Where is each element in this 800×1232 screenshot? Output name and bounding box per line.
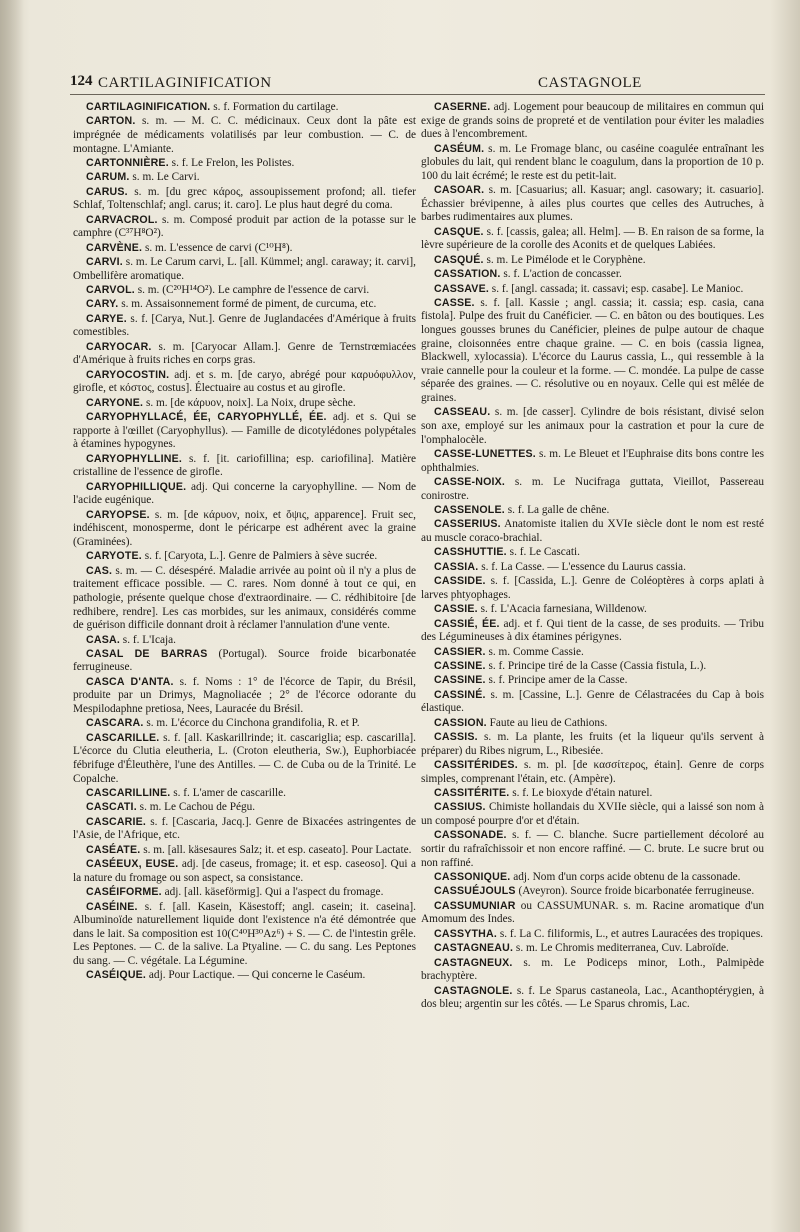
entry-headword: CARYOPSE. [86, 508, 150, 521]
entry-definition: s. f. [all. Kassie ; angl. cassia; it. cassia; esp. casia, cana fistola]. Pulpe des fruit du Canéficier. — C. en bâton ou des boutiques. Les longues gousses brunes du Canéficier, pleines de pulpe autour de chaque graine, cloisonnées entre chaque graine. — C. en bois (cassia lignea, Blackwell, xylocassia). L'écorce du Laurus cassia, L., qui ressemble à la vraie cannelle pour la couleur et la forme. — C. mondée. La pulpe de casse séparée des graines. — C. résolutive ou en noyaux. Celle qui est mêlée de graines. [421, 296, 764, 405]
entry-definition: s. f. Le Sparus castaneola, Lac., Acanthoptérygien, à dos bleu; argentin sur les côtés. — Le Sparus chromis, Lac. [421, 984, 764, 1011]
dictionary-entry [73, 634, 416, 648]
dictionary-entry [421, 829, 764, 870]
entry-headword: CASTAGNOLE. [434, 984, 513, 997]
entry-definition: s. f. Formation du cartilage. [210, 101, 339, 113]
entry-headword: CASSE-LUNETTES. [434, 448, 536, 461]
entry-definition: s. f. L'amer de cascarille. [170, 787, 286, 800]
dictionary-entry [73, 481, 416, 508]
entry-headword: CASA. [86, 633, 120, 646]
entry-definition: s. f. [all. Kaskarillrinde; it. cascariglia; esp. cascarilla]. L'écorce du Clutia eleutheria, L. (Croton eleutheria, Sw.), Euphorbiacée fébrifuge d'Éleuthère, l'une des Antilles. — C. de Cuba ou de la Trinité. Le Copalche. [73, 731, 416, 785]
dictionary-entry [421, 518, 764, 545]
entry-definition: adj. Logement pour beaucoup de militaires en commun qui exige de grands soins de propreté et de ventilation pour éviter les maladies dues à l'encombrement. [421, 101, 764, 141]
entry-definition: s. m. [de κάρυον, noix]. La Noix, drupe sèche. [143, 396, 356, 409]
entry-definition: s. f. [Cassida, L.]. Genre de Coléoptères à corps aplati à larves phtyophages. [421, 575, 764, 601]
dictionary-entry [73, 171, 416, 185]
entry-headword: CARY. [86, 298, 119, 311]
entry-definition: s. f. Le Frelon, les Polistes. [168, 156, 295, 169]
entry-definition: s. m. [de casser]. Cylindre de bois résistant, divisé selon son axe, employé sur les animaux pour la castration et pour la cure de l'omphalocèle. [421, 406, 764, 446]
dictionary-entry [73, 214, 416, 241]
entry-headword: CASÉINE. [86, 900, 138, 913]
dictionary-entry [73, 242, 416, 256]
dictionary-entry [421, 448, 764, 475]
entry-headword: CASCARILLINE. [86, 787, 171, 800]
entry-definition: s. m. [Cassine, L.]. Genre de Célastracées du Cap à bois élastique. [421, 688, 764, 715]
entry-headword: CARVI. [86, 256, 123, 269]
dictionary-entry [421, 942, 764, 956]
dictionary-entry [421, 689, 764, 716]
entry-definition: s. m. [du grec κάρος, assoupissement profond; all. tiefer Schlaf, Toltenschlaf; angl. carus; it. caro]. Le plus haut degré du coma. [73, 185, 416, 212]
entry-definition: adj. [all. käseförmig]. Qui a l'aspect du fromage. [161, 886, 384, 899]
dictionary-entry [73, 397, 416, 411]
dictionary-entry [421, 731, 764, 758]
dictionary-entry [73, 369, 416, 396]
entry-definition: adj. et s. Qui se rapporte à l'œillet (Caryophyllus). — Famille de dicotylédones polypétales à étamines hypogynes. [73, 411, 416, 451]
dictionary-entry [421, 646, 764, 660]
entry-headword: CARYOTE. [86, 550, 142, 563]
dictionary-entry [73, 565, 416, 633]
dictionary-entry [73, 969, 416, 983]
entry-definition: (Aveyron). Source froide bicarbonatée ferrugineuse. [515, 885, 755, 898]
dictionary-entry [421, 184, 764, 225]
entry-definition: s. m. La plante, les fruits (et la liqueur qu'ils servent à préparer) du Ribes nigrum, L., Ribesiée. [421, 731, 764, 757]
dictionary-entry [73, 186, 416, 213]
entry-headword: CASSATION. [434, 268, 501, 281]
entry-headword: CASSIA. [434, 560, 479, 573]
entry-headword: CASCA D'ANTA. [86, 675, 174, 688]
entry-headword: CASCARA. [86, 717, 144, 730]
entry-headword: CASSINE. [434, 674, 486, 687]
dictionary-entry [421, 759, 764, 786]
entry-definition: s. m. Le Nucifraga guttata, Vieillot, Passereau conirostre. [421, 476, 764, 502]
dictionary-entry [421, 101, 764, 142]
entry-definition: s. f. La galle de chêne. [504, 503, 610, 516]
entry-definition: s. f. [Caryota, L.]. Genre de Palmiers à sève sucrée. [141, 550, 378, 563]
entry-headword: CASERNE. [434, 101, 491, 113]
entry-headword: CARYOPHYLLINE. [86, 452, 182, 465]
entry-headword: CASSITÉRITE. [434, 787, 510, 800]
entry-definition: s. m. L'écorce du Cinchona grandifolia, R. et P. [143, 717, 360, 730]
entry-definition: s. m. [Caryocar Allam.]. Genre de Ternstrœmiacées d'Amérique à fruits riches en corps gras. [73, 340, 416, 367]
entry-headword: CARUS. [86, 185, 128, 198]
dictionary-entry [421, 268, 764, 282]
entry-headword: CASSIER. [434, 645, 486, 658]
entry-headword: CASSUMUNIAR [434, 899, 516, 912]
entry-definition: s. m. Le Chromis mediterranea, Cuv. Labroïde. [513, 942, 729, 955]
dictionary-entry [421, 603, 764, 617]
entry-definition: s. m. [Casuarius; all. Kasuar; angl. casowary; it. casuario]. Échassier brévipenne, à ailes plus courtes que celles des Autruches, à barbes rudimentaires aux plumes. [421, 184, 764, 224]
dictionary-entry [421, 406, 764, 447]
entry-definition: adj. Nom d'un corps acide obtenu de la cassonade. [510, 870, 741, 883]
entry-definition: s. m. Le Bleuet et l'Euphraise dits bons contre les ophthalmies. [421, 448, 764, 474]
dictionary-entry [421, 660, 764, 674]
entry-definition: s. f. [Carya, Nut.]. Genre de Juglandacées d'Amérique à fruits comestibles. [73, 312, 416, 339]
entry-headword: CASSHUTTIE. [434, 546, 507, 559]
right-column [421, 101, 764, 1012]
entry-headword: CASTAGNEAU. [434, 942, 514, 955]
entry-definition: ou CASSUMUNAR. s. m. Racine aromatique d'un Amomum des Indes. [421, 899, 764, 926]
dictionary-entry [73, 648, 416, 675]
entry-definition: s. m. Le Cachou de Pégu. [136, 801, 256, 814]
entry-definition: s. f. La Casse. — L'essence du Laurus cassia. [478, 560, 686, 573]
entry-definition: s. f. Le Cascati. [506, 546, 580, 559]
entry-definition: s. m. pl. [de κασσίτερος, étain]. Genre de corps simples, comprenant l'étain, etc. (Ampère). [421, 759, 764, 785]
entry-headword: CASÉEUX, EUSE. [86, 858, 179, 871]
entry-headword: CASSE. [434, 296, 475, 309]
dictionary-entry [421, 297, 764, 406]
entry-definition: s. f. Le bioxyde d'étain naturel. [509, 787, 653, 800]
entry-definition: s. f. [Cascaria, Jacq.]. Genre de Bixacées astringentes de l'Asie, de l'Afrique, etc. [73, 815, 416, 842]
entry-headword: CASSINÉ. [434, 688, 486, 701]
entry-headword: CASSEAU. [434, 406, 491, 419]
entry-headword: CASQUE. [434, 225, 484, 238]
dictionary-entry [421, 226, 764, 253]
entry-headword: CASTAGNEUX. [434, 956, 513, 969]
dictionary-entry [421, 985, 764, 1012]
entry-definition: adj. Qui concerne la caryophylline. — Nom de l'acide eugénique. [73, 480, 416, 507]
dictionary-entry [421, 618, 764, 645]
dictionary-entry [421, 674, 764, 688]
dictionary-entry [421, 504, 764, 518]
entry-headword: CASOAR. [434, 184, 485, 197]
entry-definition: s. f. [all. Kasein, Käsestoff; angl. casein; it. caseina]. Albuminoïde naturellement liquide dont l'existence n'a été démontrée que dans le lait. Sa composition est 10(C⁴⁰H³⁰Az⁶) + S. — C. de l'intestin grêle. Les Peptones. — C. de la salive. La Ptyaline. — C. du sang. Les Peptones du sang. — C. végétale. La Légumine. [73, 900, 416, 967]
dictionary-entry [421, 900, 764, 927]
dictionary-entry [421, 885, 764, 899]
entry-definition: s. m. Comme Cassie. [485, 645, 584, 658]
entry-definition: adj. [de caseus, fromage; it. et esp. caseoso]. Qui a la nature du fromage ou son aspect, sa consistance. [73, 858, 416, 884]
entry-headword: CASSIS. [434, 731, 478, 744]
dictionary-entry [421, 717, 764, 731]
entry-headword: CASÉIQUE. [86, 969, 147, 982]
entry-headword: CARYOPHILLIQUE. [86, 480, 187, 493]
entry-headword: CARYE. [86, 312, 127, 325]
entry-headword: CARVACROL. [86, 213, 158, 226]
entry-definition: s. f. L'Acacia farnesiana, Willdenow. [477, 603, 647, 616]
entry-headword: CASSYTHA. [434, 927, 498, 940]
entry-headword: CASSIDE. [434, 575, 486, 588]
entry-definition: s. m. L'essence de carvi (C¹⁰H⁸). [142, 241, 293, 254]
entry-headword: CASSIÉ, ÉE. [434, 617, 500, 630]
entry-headword: CASSONADE. [434, 829, 507, 842]
dictionary-entry [73, 341, 416, 368]
entry-headword: CASÉATE. [86, 843, 141, 856]
dictionary-entry [73, 676, 416, 717]
entry-definition: s. f. Noms : 1° de l'écorce de Tapir, du Brésil, produite par un Drimys, Magnoliacée ; 2° de l'écorce odorante du Mespilodaphne pretiosa, Nees, Lauracée du Brésil. [73, 675, 416, 716]
entry-definition: s. m. (C²⁰H¹⁴O²). Le camphre de l'essence de carvi. [134, 284, 370, 297]
entry-definition: s. f. [angl. cassada; it. cassavi; esp. casabe]. Le Manioc. [488, 282, 744, 295]
left-column [73, 101, 416, 984]
dictionary-entry [73, 115, 416, 156]
entry-definition: Faute au lieu de Cathions. [486, 716, 608, 729]
running-head-right: CASTAGNOLE [538, 75, 642, 91]
dictionary-entry [421, 476, 764, 503]
entry-definition: s. m. Le Fromage blanc, ou caséine coagulée entraînant les globules du lait, qui rendent blanc le coagulum, dans la proportion de 10 p. 100 du lait écrémé; le reste est du petit-lait. [421, 142, 764, 182]
dictionary-entry [73, 313, 416, 340]
entry-definition: s. f. [cassis, galea; all. Helm]. — B. En raison de sa forme, la lèvre supérieure de la corolle des Aconits et de quelques Labiées. [421, 225, 764, 252]
dictionary-entry [73, 256, 416, 283]
entry-definition: Chimiste hollandais du XVIIe siècle, qui a laissé son nom à un composé pourpre d'or et d'étain. [421, 801, 764, 827]
entry-headword: CASQUÉ. [434, 253, 484, 266]
entry-definition: adj. Pour Lactique. — Qui concerne le Caséum. [146, 969, 366, 982]
dictionary-entry [73, 453, 416, 480]
dictionary-entry [421, 283, 764, 297]
dictionary-entry [73, 284, 416, 298]
dictionary-entry [73, 787, 416, 801]
entry-definition: s. f. Principe amer de la Casse. [485, 674, 628, 687]
entry-headword: CASSUÉJOULS [434, 885, 516, 898]
dictionary-entry [421, 801, 764, 828]
entry-definition: s. f. L'Icaja. [119, 633, 176, 646]
entry-headword: CARVOL. [86, 284, 135, 297]
entry-definition: s. f. [it. cariofillina; esp. cariofilina]. Matière cristalline de l'essence de girofle. [73, 452, 416, 479]
running-head-left: CARTILAGINIFICATION [98, 75, 272, 91]
entry-headword: CARTON. [86, 115, 136, 128]
entry-headword: CASCARIE. [86, 815, 147, 828]
entry-definition: s. f. Principe tiré de la Casse (Cassia fistula, L.). [485, 659, 707, 672]
dictionary-entry [421, 575, 764, 602]
entry-definition: s. m. Le Pimélode et le Coryphène. [483, 253, 646, 266]
entry-definition: s. f. La C. filiformis, L., et autres Lauracées des tropiques. [497, 927, 764, 940]
entry-headword: CASCATI. [86, 801, 137, 814]
dictionary-entry [421, 254, 764, 268]
entry-headword: CARYOCOSTIN. [86, 368, 170, 381]
dictionary-entry [73, 509, 416, 550]
dictionary-entry [73, 717, 416, 731]
binding-shadow [0, 0, 24, 1232]
entry-definition: Anatomiste italien du XVIe siècle dont le nom est resté au muscle coraco-brachial. [421, 518, 764, 544]
entry-headword: CASÉIFORME. [86, 886, 162, 899]
entry-headword: CASSE-NOIX. [434, 476, 506, 488]
dictionary-entry [421, 871, 764, 885]
dictionary-entry [73, 858, 416, 885]
dictionary-entry [421, 787, 764, 801]
dictionary-entry [73, 844, 416, 858]
entry-headword: CASSINE. [434, 659, 486, 672]
entry-headword: CASSIUS. [434, 801, 486, 814]
header-rule [70, 94, 765, 95]
entry-definition: s. f. L'action de concasser. [500, 268, 622, 281]
entry-headword: CARTONNIÈRE. [86, 156, 169, 169]
entry-headword: CASCARILLE. [86, 731, 160, 744]
entry-definition: s. m. Composé produit par action de la potasse sur le camphre (C³⁷H⁸O²). [73, 213, 416, 240]
dictionary-entry [421, 561, 764, 575]
dictionary-entry [73, 411, 416, 452]
entry-definition: s. m. Le Carum carvi, L. [all. Kümmel; angl. caraway; it. carvi], Ombellifère aromatique. [73, 256, 416, 282]
dictionary-entry [421, 928, 764, 942]
dictionary-entry [73, 801, 416, 815]
dictionary-entry [73, 101, 416, 115]
entry-definition: s. m. Le Carvi. [129, 171, 200, 184]
entry-headword: CASSONIQUE. [434, 870, 511, 883]
dictionary-entry [73, 732, 416, 786]
entry-headword: CARUM. [86, 171, 130, 184]
entry-headword: CAS. [86, 564, 113, 577]
entry-headword: CASSAVE. [434, 282, 489, 295]
entry-definition: (Portugal). Source froide bicarbonatée ferrugineuse. [73, 647, 416, 674]
dictionary-entry [73, 550, 416, 564]
entry-headword: CARYONE. [86, 396, 144, 409]
entry-definition: s. m. [de κάρυον, noix, et ὄψις, apparence]. Fruit sec, indéhiscent, monosperme, dont le péricarpe est adhérent avec la graine (Graminées). [73, 508, 416, 548]
entry-headword: CASSIE. [434, 603, 478, 616]
entry-headword: CASÉUM. [434, 142, 485, 155]
entry-definition: s. m. — C. désespéré. Maladie arrivée au point où il n'y a plus de traitement efficace possible. — C. rares. Nom donné à tout ce qui, en pathologie, présente quelque chose d'extraordinaire. — C. rédhibitoire [de redhibere, rendre]. Les cas morbides, sur les animaux, considérés comme de guérison difficile donnant droit à réclamer l'annulation d'une vente. [73, 564, 416, 632]
dictionary-entry [73, 157, 416, 171]
page-number: 124 [70, 73, 93, 89]
dictionary-entry [73, 298, 416, 312]
entry-definition: s. m. [all. käsesaures Salz; it. et esp. caseato]. Pour Lactate. [140, 843, 412, 856]
entry-headword: CARVÈNE. [86, 241, 143, 254]
entry-headword: CARTILAGINIFICATION. [86, 101, 211, 113]
entry-definition: s. f. — C. blanche. Sucre partiellement décoloré au sortir du rafraîchissoir et non encore raffiné. — C. brute. Le sucre brut ou non raffiné. [421, 829, 764, 869]
dictionary-entry [421, 143, 764, 184]
entry-headword: CARYOCAR. [86, 340, 152, 353]
entry-headword: CASSITÉRIDES. [434, 759, 518, 772]
dictionary-entry [421, 957, 764, 984]
entry-definition: adj. et s. m. [de caryo, abrégé pour καρυόφυλλον, girofle, et κόστος, costus]. Électuaire au costus et au girofle. [73, 368, 416, 395]
entry-headword: CARYOPHYLLACÉ, ÉE, CARYOPHYLLÉ, ÉE. [86, 411, 327, 424]
entry-headword: CASAL DE BARRAS [86, 647, 208, 660]
entry-headword: CASSENOLE. [434, 503, 505, 516]
entry-headword: CASSERIUS. [434, 518, 501, 531]
entry-definition: s. m. Assaisonnement formé de piment, de curcuma, etc. [118, 298, 377, 311]
entry-definition: s. m. Le Podiceps minor, Loth., Palmipède brachyptère. [421, 956, 764, 983]
dictionary-entry [73, 901, 416, 969]
dictionary-entry [73, 886, 416, 900]
entry-definition: s. m. — M. C. C. médicinaux. Ceux dont la pâte est imprégnée de médicaments volatilisés par leur combustion. — C. de montagne. L'Amiante. [73, 115, 416, 155]
dictionary-entry [421, 546, 764, 560]
dictionary-entry [73, 816, 416, 843]
entry-headword: CASSION. [434, 716, 487, 729]
entry-definition: adj. et f. Qui tient de la casse, de ses produits. — Tribu des Légumineuses à dix étamines périgynes. [421, 617, 764, 644]
